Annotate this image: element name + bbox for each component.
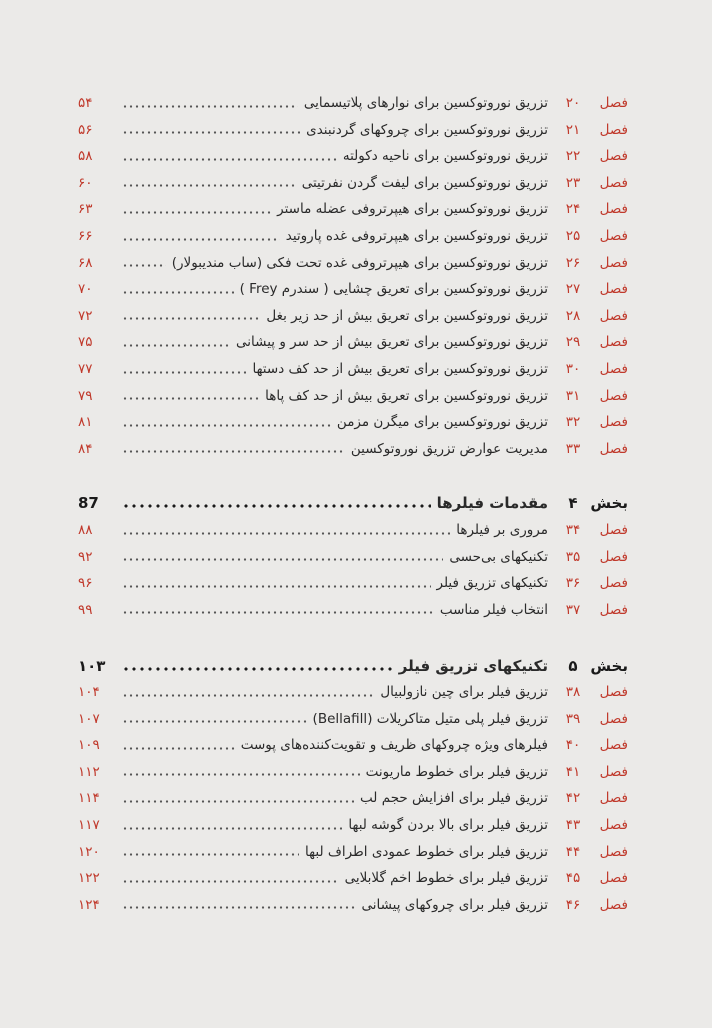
chapter-label: فصل [599,201,628,218]
chapter-label: فصل [599,575,628,591]
section-title: مقدمات فیلرها [436,494,548,512]
chapter-number: ۳۷ [565,601,581,618]
chapter-number: ۳۳ [565,440,581,457]
chapter-page-number: ۱۱۲ [78,763,100,780]
chapter-title: فیلرهای ویژه چروکهای ظریف و تقویت‌کننده‌های پوست [240,737,548,754]
chapter-number: ۲۹ [565,334,581,351]
chapter-number: ۳۸ [565,684,581,700]
chapter-title: تکنیکهای بی‌حسی [449,548,548,565]
chapter-title: تزریق نوروتوکسین برای تعریق بیش از حد کف دستها [252,361,548,377]
toc-chapter-row [78,785,628,811]
chapter-number: ۳۲ [565,414,581,431]
chapter-label: فصل [599,254,628,271]
chapter-page-number: ۸۴ [78,440,93,457]
chapter-title: تزریق فیلر برای بالا بردن گوشه لبها [348,817,548,833]
section-number: ۵ [568,657,578,675]
chapter-title: تزریق نوروتوکسین برای هیپرتروفی غده پاروتید [285,228,548,244]
chapter-title: تزریق نوروتوکسین برای میگرن مزمن [336,414,548,431]
dot-leader [122,291,234,294]
chapter-title: تزریق فیلر برای چین نازولبیال [380,684,548,700]
toc-chapter-row [78,409,628,435]
dot-leader [122,720,307,723]
section-title: تکنیکهای تزریق فیلر [398,657,548,675]
chapter-label: فصل [599,148,628,165]
chapter-page-number: ۷۲ [78,307,93,324]
chapter-number: ۴۳ [565,817,581,833]
toc-chapter-row [78,117,628,143]
chapter-page-number: ۵۸ [78,148,93,165]
chapter-title: تکنیکهای تزریق فیلر [436,575,548,591]
dot-leader [122,450,345,453]
chapter-title: تزریق نوروتوکسین برای ناحیه دکولته [342,148,548,165]
dot-leader [122,880,339,883]
chapter-title: تزریق فیلر پلی متیل متاکریلات (Bellafill) [312,710,548,727]
dot-leader [122,747,235,750]
chapter-number: ۲۷ [565,281,581,298]
chapter-label: فصل [599,307,628,324]
dot-leader [122,558,443,561]
section-page-number: ۱۰۳ [78,657,106,675]
chapter-page-number: ۱۰۴ [78,684,100,700]
toc-chapter-row [78,436,628,462]
toc-chapter-row [78,706,628,732]
chapter-title: تزریق نوروتوکسین برای تعریق چشایی ( سندرم Frey ) [239,281,548,298]
toc-chapter-row [78,223,628,249]
toc-chapter-row [78,839,628,865]
chapter-label: فصل [599,870,628,887]
chapter-title: مروری بر فیلرها [456,522,548,538]
chapter-label: فصل [599,228,628,244]
chapter-label: فصل [599,414,628,431]
toc-chapter-row [78,544,628,570]
dot-leader [122,424,331,427]
chapter-page-number: ۱۲۰ [78,843,100,860]
chapter-page-number: ۷۵ [78,334,93,351]
chapter-page-number: ۶۳ [78,201,93,218]
chapter-label: فصل [599,548,628,565]
chapter-title: تزریق نوروتوکسین برای هیپرتروفی عضله ماستر [277,201,548,218]
chapter-page-number: ۱۰۹ [78,737,100,754]
section-label: بخش [590,657,628,675]
chapter-label: فصل [599,684,628,700]
toc-chapter-row [78,303,628,329]
chapter-label: فصل [599,281,628,298]
dot-leader [122,105,298,108]
section-number: ۴ [568,494,578,512]
dot-leader [122,371,246,374]
chapter-number: ۴۵ [565,870,581,887]
chapter-number: ۲۳ [565,174,581,191]
chapter-number: ۴۴ [565,843,581,860]
chapter-page-number: ۷۹ [78,387,93,404]
chapter-label: فصل [599,817,628,833]
dot-leader [122,397,259,400]
dot-leader [122,694,374,697]
toc-chapter-row [78,356,628,382]
chapter-label: فصل [599,121,628,138]
chapter-label: فصل [599,601,628,618]
chapter-label: فصل [599,95,628,111]
chapter-label: فصل [599,522,628,538]
chapter-title: تزریق فیلر برای افزایش حجم لب [360,790,548,807]
dot-leader [122,504,431,508]
chapter-number: ۲۴ [565,201,581,218]
chapter-title: تزریق نوروتوکسین برای تعریق بیش از حد زیر بغل [266,307,548,324]
chapter-number: ۲۵ [565,228,581,244]
dot-leader [122,131,300,134]
chapter-title: تزریق نوروتوکسین برای هیپرتروفی غده تحت فکی (ساب مندیبولار) [171,254,548,271]
dot-leader [122,773,360,776]
chapter-number: ۴۲ [565,790,581,807]
toc-chapter-row [78,865,628,891]
chapter-number: ۲۸ [565,307,581,324]
toc-section-row [78,653,628,679]
chapter-title: تزریق فیلر برای خطوط ماریونت [365,763,548,780]
dot-leader [122,906,355,909]
toc-chapter-row [78,597,628,623]
toc-chapter-row [78,170,628,196]
chapter-label: فصل [599,361,628,377]
chapter-label: فصل [599,737,628,754]
chapter-title: تزریق نوروتوکسین برای لیفت گردن نفرتیتی [301,174,548,191]
chapter-page-number: ۹۹ [78,601,93,618]
dot-leader [122,238,280,241]
chapter-page-number: ۱۲۴ [78,896,100,913]
chapter-number: ۳۰ [565,361,581,377]
dot-leader [122,184,296,187]
chapter-page-number: ۶۸ [78,254,93,271]
chapter-title: مدیریت عوارض تزریق نوروتوکسین [350,440,548,457]
chapter-number: ۳۶ [565,575,581,591]
chapter-page-number: ۸۱ [78,414,93,431]
toc-chapter-row [78,517,628,543]
toc-chapter-row [78,679,628,705]
chapter-label: فصل [599,790,628,807]
chapter-label: فصل [599,896,628,913]
dot-leader [122,211,271,214]
dot-leader [122,532,450,535]
chapter-title: تزریق نوروتوکسین برای چروکهای گردنبندی [306,121,548,138]
dot-leader [122,827,342,830]
chapter-page-number: ۸۸ [78,522,93,538]
toc-chapter-row [78,383,628,409]
chapter-page-number: ۱۰۷ [78,710,100,727]
toc-chapter-row [78,276,628,302]
toc-chapter-row [78,892,628,918]
dot-leader [122,853,299,856]
chapter-label: فصل [599,763,628,780]
chapter-title: تزریق فیلر برای خطوط عمودی اطراف لبها [305,843,548,860]
dot-leader [122,611,434,614]
toc-chapter-row [78,759,628,785]
toc-chapter-row [78,329,628,355]
chapter-page-number: ۷۷ [78,361,93,377]
chapter-label: فصل [599,710,628,727]
dot-leader [122,317,260,320]
chapter-label: فصل [599,843,628,860]
toc-chapter-row [78,812,628,838]
chapter-page-number: ۶۶ [78,228,93,244]
chapter-number: ۳۹ [565,710,581,727]
chapter-number: ۴۶ [565,896,581,913]
chapter-number: ۳۴ [565,522,581,538]
chapter-page-number: ۱۱۷ [78,817,100,833]
chapter-title: تزریق فیلر برای چروکهای پیشانی [361,896,548,913]
dot-leader [122,264,166,267]
dot-leader [122,667,393,671]
chapter-page-number: ۱۲۲ [78,870,100,887]
chapter-number: ۲۲ [565,148,581,165]
chapter-number: ۲۱ [565,121,581,138]
toc-chapter-row [78,250,628,276]
section-label: بخش [590,494,628,512]
chapter-title: تزریق نوروتوکسین برای تعریق بیش از حد سر و پیشانی [236,334,548,351]
chapter-title: تزریق نوروتوکسین برای نوارهای پلاتیسمایی [303,95,548,111]
dot-leader [122,344,230,347]
chapter-label: فصل [599,440,628,457]
toc-chapter-row [78,143,628,169]
toc-chapter-row [78,196,628,222]
chapter-number: ۴۱ [565,763,581,780]
chapter-page-number: ۹۶ [78,575,93,591]
chapter-label: فصل [599,387,628,404]
chapter-number: ۳۵ [565,548,581,565]
chapter-title: تزریق فیلر برای خطوط اخم گلابلایی [344,870,548,887]
dot-leader [122,585,431,588]
toc-chapter-row [78,570,628,596]
chapter-label: فصل [599,334,628,351]
chapter-page-number: ۵۴ [78,95,93,111]
chapter-page-number: ۵۶ [78,121,93,138]
chapter-number: ۲۶ [565,254,581,271]
chapter-number: ۲۰ [565,95,581,111]
chapter-number: ۳۱ [565,387,581,404]
toc-chapter-row [78,90,628,116]
chapter-title: تزریق نوروتوکسین برای تعریق بیش از حد کف پاها [265,387,548,404]
toc-section-row [78,490,628,516]
chapter-label: فصل [599,174,628,191]
toc-chapter-row [78,732,628,758]
chapter-page-number: ۷۰ [78,281,93,298]
chapter-number: ۴۰ [565,737,581,754]
section-page-number: 87 [78,494,99,512]
chapter-title: انتخاب فیلر مناسب [439,601,548,618]
chapter-page-number: ۹۲ [78,548,93,565]
dot-leader [122,800,354,803]
dot-leader [122,158,337,161]
chapter-page-number: ۱۱۴ [78,790,100,807]
chapter-page-number: ۶۰ [78,174,93,191]
